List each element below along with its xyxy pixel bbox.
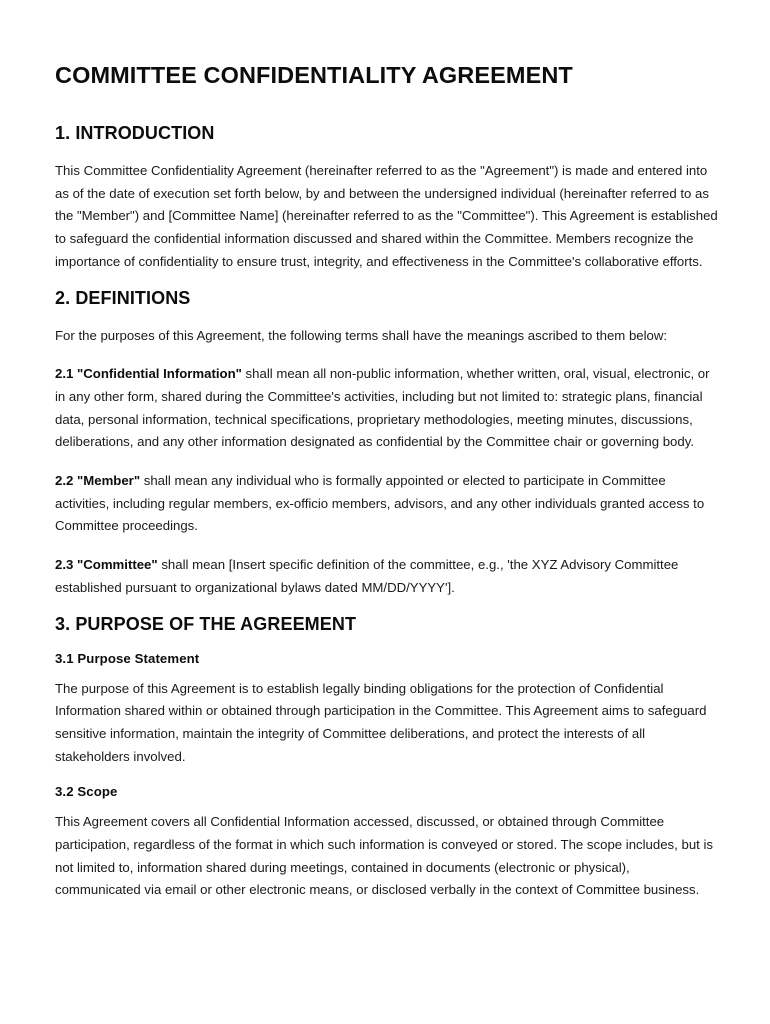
definition-term: 2.2 "Member"	[55, 473, 141, 489]
paragraph-scope: This Agreement covers all Confidential Information accessed, discussed, or obtained through Committee participation, regardless of the format in which such information is conveyed or stored. The scope includes, but is not limited to, information shared during meetings, contained in documents (electronic or physical), communicated via email or other electronic means, or disclosed verbally in the context of Committee business.	[55, 814, 714, 898]
definition-text: shall mean any individual who is formally appointed or elected to participate in Committee activities, including regular members, ex-officio members, advisors, and any other individuals granted access to Committee proceedings.	[55, 473, 705, 534]
page-title: COMMITTEE CONFIDENTIALITY AGREEMENT	[55, 62, 573, 88]
section-definitions	[55, 288, 718, 600]
definition-text: shall mean all non-public information, whether written, oral, visual, electronic, or in any other form, shared during the Committee's activities, including but not limited to: strategic plans, financial data, personal information, technical specifications, proprietary methodologies, meeting minutes, discussions, deliberations, and any other information designated as confidential by the Committee chair or governing body.	[55, 366, 710, 450]
definition-text: shall mean [Insert specific definition of the committee, e.g., 'the XYZ Advisory Committee established pursuant to organizational bylaws dated MM/DD/YYYY'].	[55, 557, 679, 595]
definition-term: 2.1 "Confidential Information"	[55, 366, 242, 382]
definition-member	[55, 470, 718, 538]
subheading-scope: 3.2 Scope	[55, 784, 118, 800]
section-heading-purpose: 3. PURPOSE OF THE AGREEMENT	[55, 613, 357, 634]
definition-term: 2.3 "Committee"	[55, 557, 158, 573]
definition-committee	[55, 554, 718, 599]
section-heading-introduction: 1. INTRODUCTION	[55, 123, 215, 143]
paragraph-definitions-intro: For the purposes of this Agreement, the following terms shall have the meanings ascribed to them below:	[55, 327, 668, 343]
paragraph-introduction: This Committee Confidentiality Agreement (hereinafter referred to as the "Agreement") is made and entered into as of the date of execution set forth below, by and between the undersigned individual (hereinafter referred to as the "Member") and [Committee Name] (hereinafter referred to as the "Committee"). This Agreement is established to safeguard the confidential information discussed and shared within the Committee. Members recognize the importance of confidentiality to ensure trust, integrity, and effectiveness in the Committee's collaborative efforts.	[55, 163, 718, 269]
definition-confidential-information	[55, 363, 718, 454]
section-purpose	[55, 614, 718, 903]
section-introduction	[55, 123, 718, 274]
subheading-purpose-statement: 3.1 Purpose Statement	[55, 650, 200, 666]
paragraph-purpose-statement: The purpose of this Agreement is to establish legally binding obligations for the protection of Confidential Information shared within or obtained through participation in the Committee. This Agreement aims to safeguard sensitive information, maintain the integrity of Committee deliberations, and protect the interests of all stakeholders involved.	[55, 680, 707, 764]
section-heading-definitions: 2. DEFINITIONS	[55, 287, 191, 308]
